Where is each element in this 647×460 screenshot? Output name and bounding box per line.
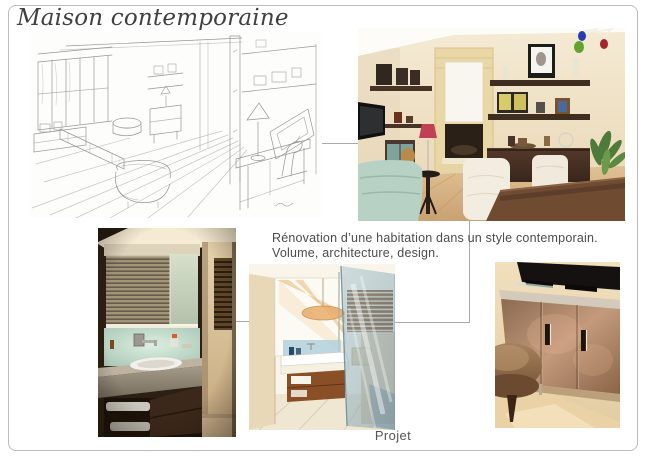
bathroom-sketch-drawing (249, 264, 395, 430)
project-description (272, 231, 598, 260)
bathroom-sketch (249, 264, 395, 430)
bathroom-photo-image (98, 228, 236, 437)
description-line-2: Volume, architecture, design. (272, 245, 439, 260)
living-room-sketch (30, 32, 322, 218)
living-room-sketch-drawing (30, 32, 322, 218)
living-room-photo-image (358, 28, 625, 221)
living-room-photo (358, 28, 625, 221)
connector-bath-photo-to-bath-sketch (236, 321, 249, 322)
bathroom-photo (98, 228, 236, 437)
cabinet-photo-image (495, 262, 620, 428)
cabinet-photo (495, 262, 620, 428)
page-title: Maison contemporaine (17, 5, 289, 31)
project-caption: Projet (374, 428, 412, 443)
connector-photo-to-bath-sketch-horizontal (395, 322, 469, 323)
connector-sketch-to-photo (321, 143, 358, 144)
description-line-1: Rénovation d’une habitation dans un style contemporain. (272, 231, 598, 245)
